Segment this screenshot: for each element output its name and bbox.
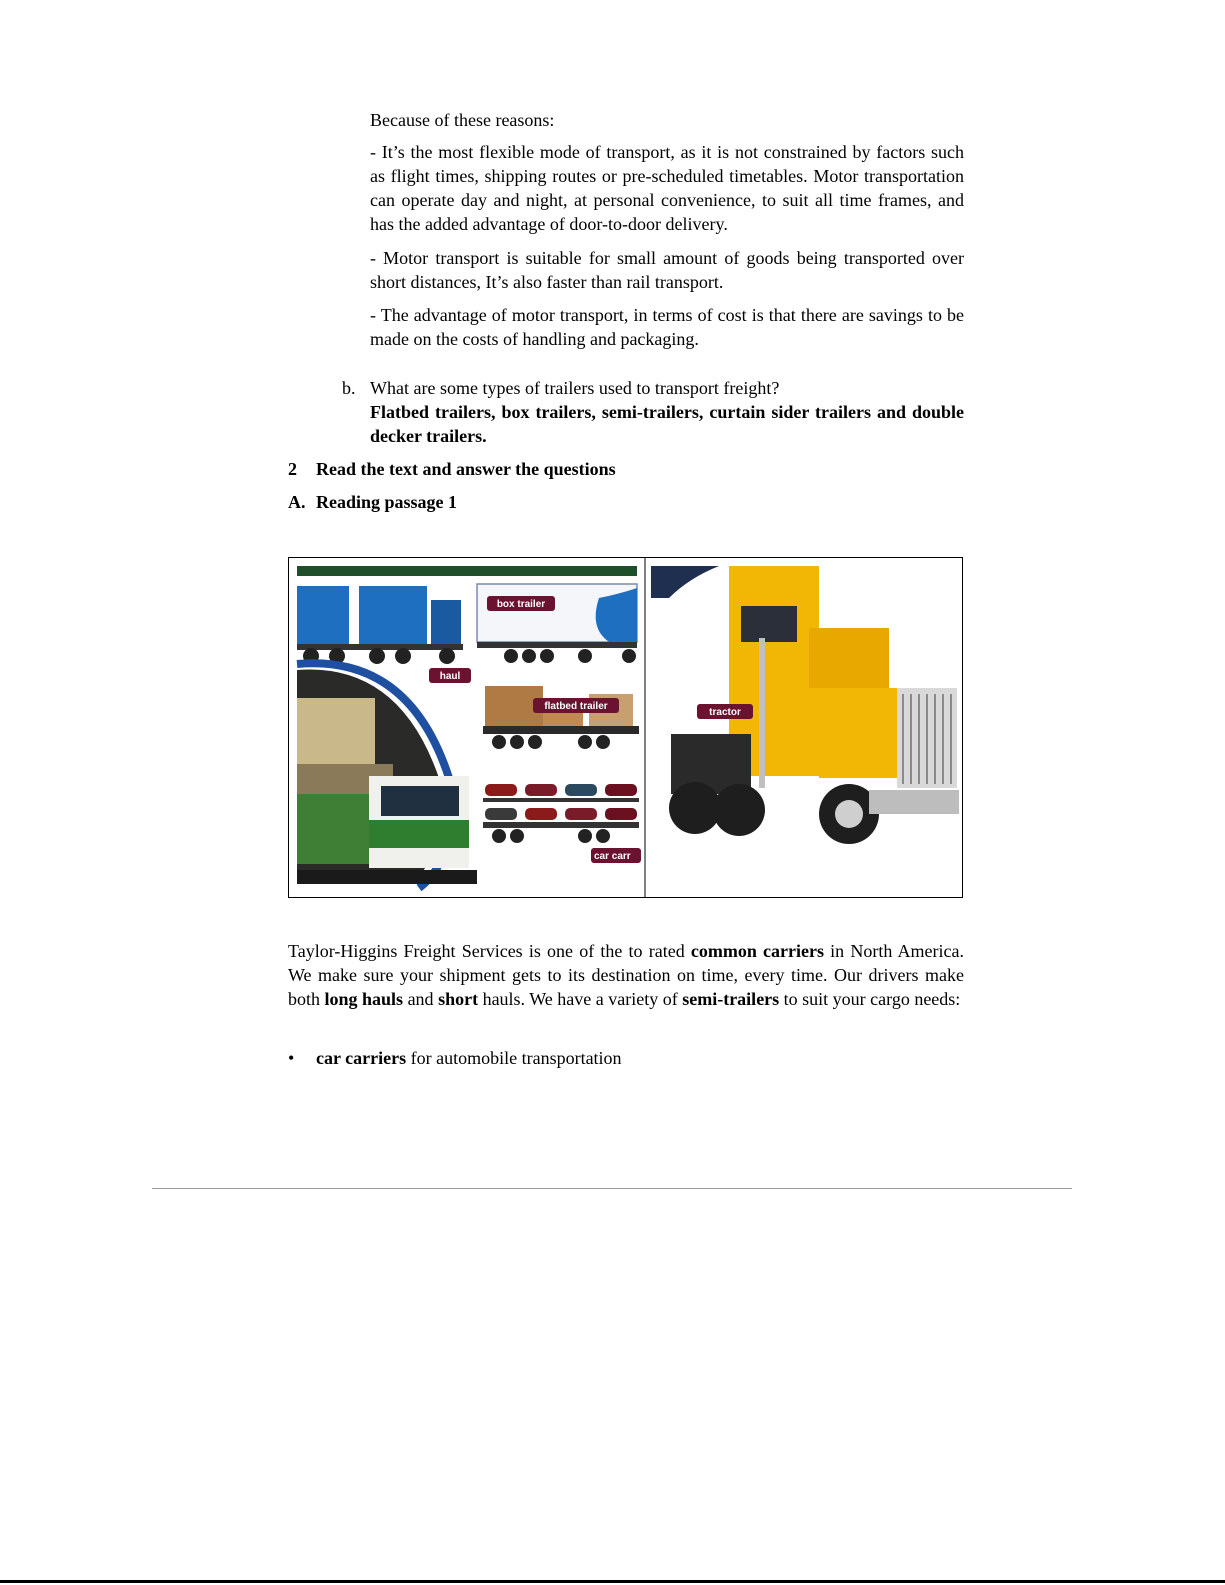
yellow-tractor-drawing: [651, 566, 963, 896]
reading-passage: [288, 939, 964, 1011]
car-carrier-label: car carr: [594, 851, 631, 862]
passage-text-3: and: [403, 989, 439, 1009]
left-panel: [297, 566, 641, 888]
bullet-marker: •: [288, 1048, 295, 1068]
term-short: short: [438, 989, 479, 1009]
passage-text-2: in North America. We make sure your shipment gets to its destination on time, every time. Our drivers make both: [288, 941, 964, 1009]
term-semi-trailers: semi-trailers: [682, 989, 780, 1009]
box-trailer-drawing: [477, 584, 637, 663]
term-car-carriers: car carriers: [316, 1048, 407, 1068]
section-2-number: 2: [288, 459, 297, 479]
section-a-number: A.: [288, 492, 306, 512]
flatbed-trailer-drawing: [483, 686, 639, 749]
passage-text-1: Taylor-Higgins Freight Services is one of the to rated: [288, 941, 691, 961]
passage-text-5: to suit your cargo needs:: [779, 989, 961, 1009]
blue-truck-drawing: [297, 586, 463, 664]
term-long-hauls: long hauls: [324, 989, 404, 1009]
bullet-text: for automobile transportation: [406, 1048, 622, 1068]
intro-line: Because of these reasons:: [370, 110, 555, 130]
trucks-illustration: [289, 558, 963, 898]
haul-truck-drawing: [297, 663, 477, 888]
passage-text-4: hauls. We have a variety of: [478, 989, 683, 1009]
section-a-heading: [288, 490, 457, 514]
footer-rule: [152, 1188, 1072, 1189]
bullet-car-carriers: [288, 1046, 964, 1070]
term-common-carriers: common carriers: [690, 941, 824, 961]
right-panel: [651, 566, 963, 896]
reason-cost: - The advantage of motor transport, in terms of cost is that there are savings to be made on the costs of handling and packaging.: [370, 305, 964, 349]
question-b-letter: b.: [342, 378, 356, 398]
question-b-answer: Flatbed trailers, box trailers, semi-trailers, curtain sider trailers and double decker trailers.: [370, 402, 964, 446]
page-bottom-edge: [0, 1580, 1225, 1583]
flatbed-trailer-label: flatbed trailer: [544, 701, 608, 712]
question-b-text: What are some types of trailers used to transport freight?: [370, 378, 780, 398]
reason-short-distance: - Motor transport is suitable for small amount of goods being transported over short distances, It’s also faster than rail transport.: [370, 248, 964, 292]
car-carrier-drawing: [483, 784, 641, 863]
box-trailer-label: box trailer: [496, 599, 546, 610]
tractor-label: tractor: [709, 707, 741, 718]
section-2-title: Read the text and answer the questions: [316, 459, 616, 479]
reason-flexibility: - It’s the most flexible mode of transport, as it is not constrained by factors such as flight times, shipping routes or pre-scheduled timetables. Motor transportation can operate day and night, at personal convenience, to suit all time frames, and has the added advantage of door-to-door delivery.: [370, 142, 964, 234]
trucks-figure: [288, 557, 963, 898]
section-2-heading: [288, 457, 616, 481]
haul-label: haul: [439, 671, 461, 682]
section-a-title: Reading passage 1: [316, 492, 458, 512]
